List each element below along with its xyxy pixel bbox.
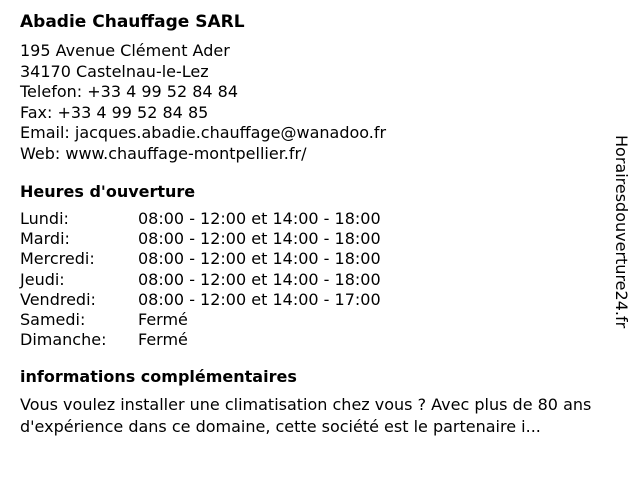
phone-line: Telefon: +33 4 99 52 84 84 (20, 82, 239, 101)
hours-table (20, 209, 620, 350)
hours-row-lundi (20, 209, 620, 229)
hours-row-jeudi (20, 270, 620, 290)
day-hours: 08:00 - 12:00 et 14:00 - 18:00 (138, 229, 381, 249)
info-heading: informations complémentaires (20, 367, 297, 387)
hours-row-vendredi (20, 290, 620, 310)
day-hours: 08:00 - 12:00 et 14:00 - 17:00 (138, 289, 381, 309)
day-hours: Fermé (138, 330, 188, 350)
website-line: Web: www.chauffage-montpellier.fr/ (20, 143, 307, 163)
day-hours: Fermé (138, 310, 188, 330)
site-watermark: Horairesdouverture24.fr (612, 135, 631, 329)
fax-line: Fax: +33 4 99 52 84 85 (20, 102, 209, 122)
day-hours: 08:00 - 12:00 et 14:00 - 18:00 (138, 209, 381, 228)
day-label: Vendredi: (20, 289, 96, 309)
day-label: Jeudi: (20, 269, 65, 289)
business-card (20, 10, 620, 438)
day-label: Dimanche: (20, 330, 107, 350)
hours-row-samedi (20, 310, 620, 330)
day-hours: 08:00 - 12:00 et 14:00 - 18:00 (138, 249, 381, 269)
day-label: Mardi: (20, 229, 70, 249)
hours-row-dimanche (20, 330, 620, 350)
day-label: Samedi: (20, 310, 86, 330)
contact-block (20, 41, 620, 164)
company-name: Abadie Chauffage SARL (20, 12, 245, 32)
hours-row-mercredi (20, 249, 620, 269)
day-label: Lundi: (20, 209, 69, 228)
hours-row-mardi (20, 229, 620, 249)
info-text: Vous voulez installer une climatisation chez vous ? Avec plus de 80 ans d'expérience dans ce domaine, cette société est le partenaire i... (20, 395, 592, 437)
day-label: Mercredi: (20, 249, 95, 269)
day-hours: 08:00 - 12:00 et 14:00 - 18:00 (138, 269, 381, 289)
email-line: Email: jacques.abadie.chauffage@wanadoo.fr (20, 123, 387, 142)
street-address: 195 Avenue Clément Ader (20, 41, 230, 60)
city-address: 34170 Castelnau-le-Lez (20, 61, 209, 81)
hours-heading: Heures d'ouverture (20, 182, 196, 201)
